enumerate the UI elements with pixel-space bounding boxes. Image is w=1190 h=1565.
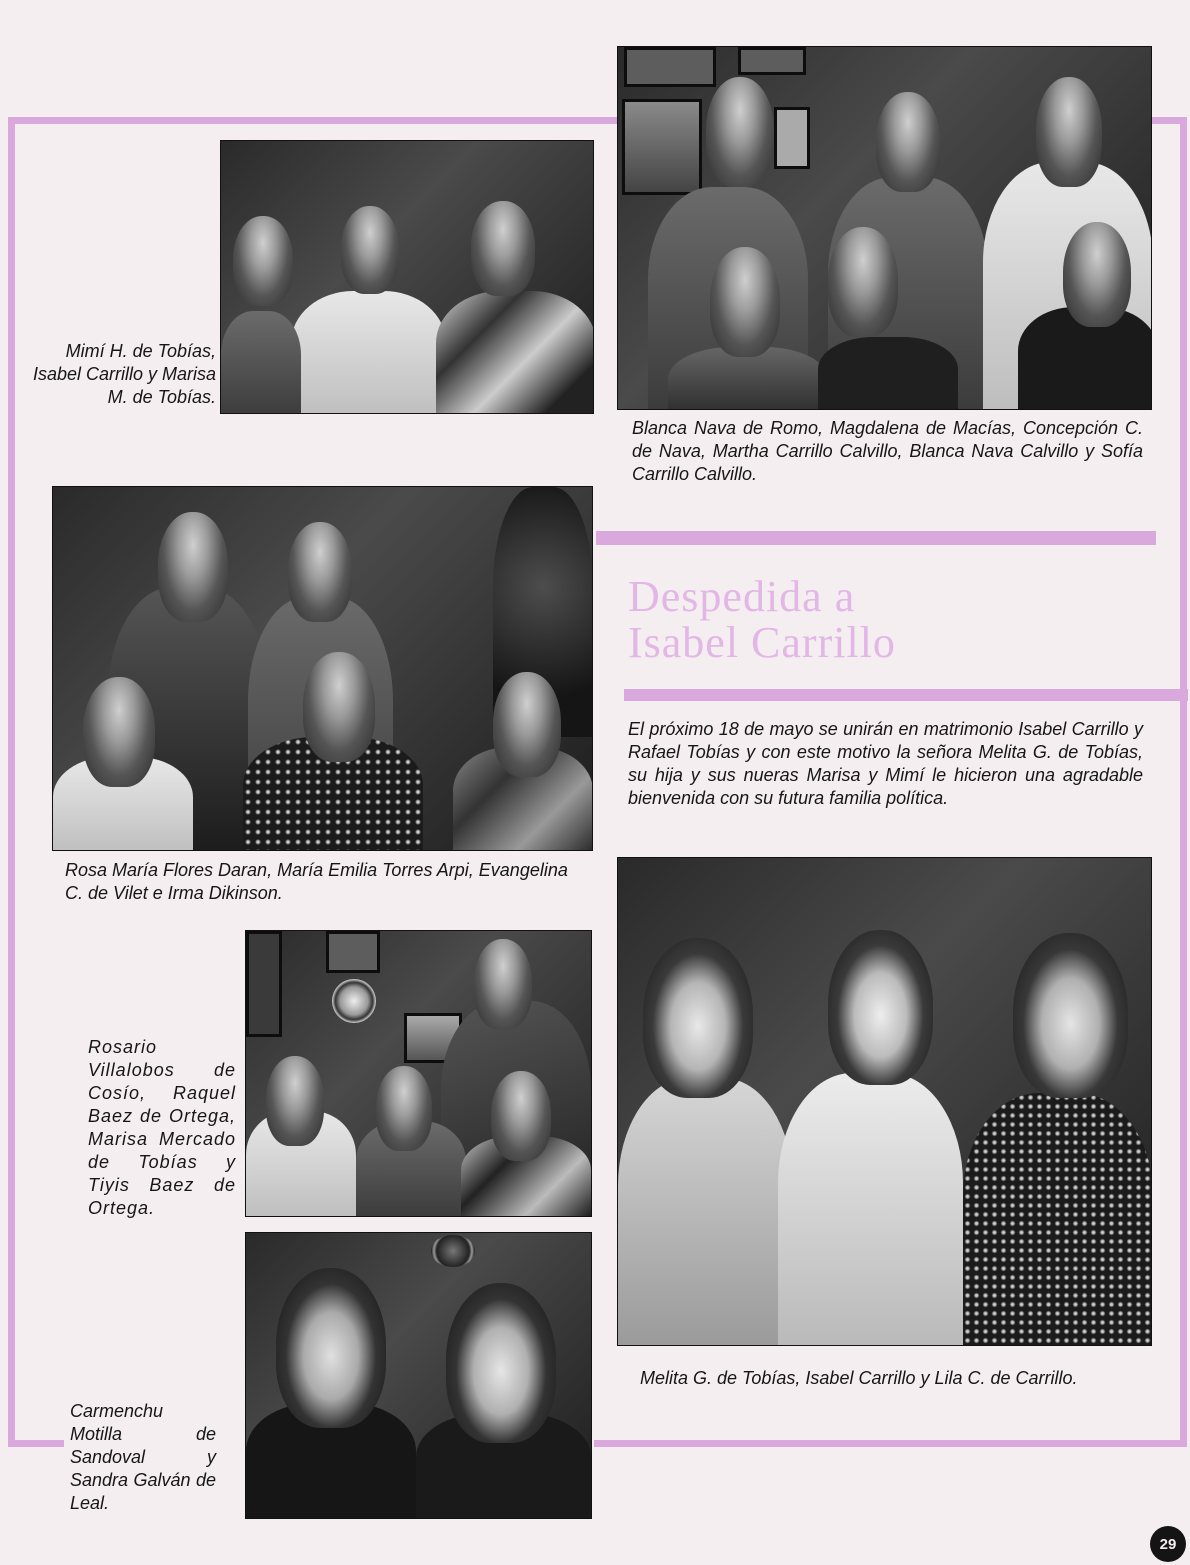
decorative-rule-right [1180, 117, 1187, 1447]
photo-four-women [52, 486, 593, 851]
decorative-rule-mid [596, 531, 1156, 545]
decorative-rule-bottom-left [8, 1440, 64, 1447]
decorative-rule-bottom-right [594, 1440, 1187, 1447]
caption-photo-6: Melita G. de Tobías, Isabel Carrillo y Lila C. de Carrillo. [640, 1368, 1078, 1388]
photo-two-women [245, 1232, 592, 1519]
caption-photo-2: Blanca Nava de Romo, Magdalena de Macías, Concepción C. de Nava, Martha Carrillo Calvillo, Blanca Nava Calvillo y Sofía Carrillo Calvillo. [632, 418, 1143, 484]
decorative-rule-top-right [1150, 117, 1184, 124]
article-title [628, 574, 896, 666]
photo-three-women-large [617, 857, 1152, 1346]
article-title-line-1: Despedida a [628, 572, 856, 621]
decorative-rule-top [8, 117, 618, 124]
article-title-line-2: Isabel Carrillo [628, 618, 896, 667]
decorative-rule-title-under [624, 689, 1188, 701]
caption-photo-5: Carmenchu Motilla de Sandoval y Sandra Galván de Leal. [70, 1401, 216, 1513]
photo-four-women-home [245, 930, 592, 1217]
photo-six-women [617, 46, 1152, 410]
article-body: El próximo 18 de mayo se unirán en matrimonio Isabel Carrillo y Rafael Tobías y con este motivo la señora Melita G. de Tobías, su hija y sus nueras Marisa y Mimí le hicieron una agradable bienvenida con su futura familia política. [628, 719, 1143, 808]
photo-three-women [220, 140, 594, 414]
caption-photo-3: Rosa María Flores Daran, María Emilia Torres Arpi, Evangelina C. de Vilet e Irma Dikinson. [65, 860, 568, 903]
caption-photo-1: Mimí H. de Tobías, Isabel Carrillo y Marisa M. de Tobías. [32, 341, 216, 407]
decorative-rule-left [8, 117, 15, 1447]
caption-photo-4: Rosario Villalobos de Cosío, Raquel Baez de Ortega, Marisa Mercado de Tobías y Tiyis Baez de Ortega. [88, 1037, 236, 1218]
page-number: 29 [1150, 1526, 1186, 1562]
